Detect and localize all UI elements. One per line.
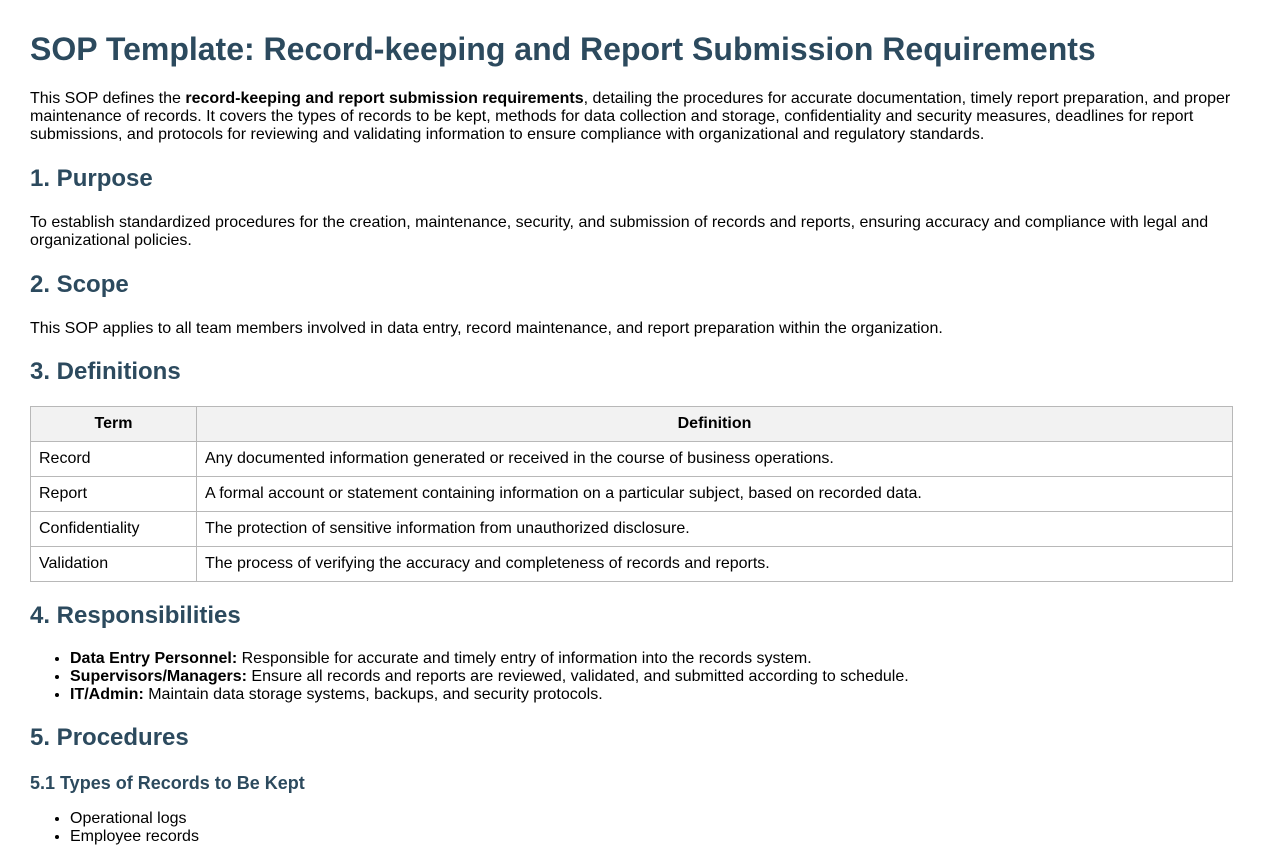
intro-emphasis: record-keeping and report submission requirements — [185, 90, 584, 107]
intro-paragraph — [30, 90, 1233, 144]
intro-text-end: , detailing the procedures for accurate documentation, timely report preparation, and proper maintenance of records. It covers the types of records to be kept, methods for data collection and storage, confidentiality and security measures, deadlines for report submissions, and protocols for reviewing and validating information to ensure compliance with organizational and regulatory standards. — [30, 90, 1231, 143]
role-label: Data Entry Personnel: — [70, 650, 238, 667]
term-cell: Record — [31, 442, 197, 477]
document-content — [30, 0, 1233, 846]
purpose-heading: 1. Purpose — [30, 165, 153, 192]
definition-cell: The process of verifying the accuracy and completeness of records and reports. — [197, 547, 1233, 582]
column-header-term: Term — [31, 407, 197, 442]
table-row — [31, 547, 1233, 582]
record-types-list — [30, 810, 1233, 846]
intro-text-start: This SOP defines the — [30, 90, 186, 107]
procedures-heading: 5. Procedures — [30, 724, 189, 751]
term-cell: Validation — [31, 547, 197, 582]
definitions-header-row — [31, 407, 1233, 442]
term-cell: Report — [31, 477, 197, 512]
list-item — [70, 668, 1233, 686]
scope-text: This SOP applies to all team members involved in data entry, record maintenance, and report preparation within the organization. — [30, 320, 943, 337]
table-row — [31, 477, 1233, 512]
responsibilities-heading: 4. Responsibilities — [30, 602, 241, 629]
role-description: Ensure all records and reports are reviewed, validated, and submitted according to schedule. — [246, 668, 909, 685]
scope-heading: 2. Scope — [30, 271, 129, 298]
record-types-heading: 5.1 Types of Records to Be Kept — [30, 773, 305, 793]
responsibilities-list — [30, 650, 1233, 704]
definition-cell: A formal account or statement containing information on a particular subject, based on recorded data. — [197, 477, 1233, 512]
role-description: Responsible for accurate and timely entry of information into the records system. — [237, 650, 812, 667]
purpose-text: To establish standardized procedures for the creation, maintenance, security, and submission of records and reports, ensuring accuracy and compliance with legal and organizational policies. — [30, 214, 1209, 249]
definition-cell: The protection of sensitive information from unauthorized disclosure. — [197, 512, 1233, 547]
list-item: • Operational logs — [70, 810, 1233, 828]
definitions-heading: 3. Definitions — [30, 358, 181, 385]
table-row — [31, 442, 1233, 477]
definitions-table — [30, 406, 1233, 582]
column-header-definition: Definition — [197, 407, 1233, 442]
role-label: Supervisors/Managers: — [70, 668, 247, 685]
list-item — [70, 686, 1233, 704]
definition-cell: Any documented information generated or received in the course of business operations. — [197, 442, 1233, 477]
term-cell: Confidentiality — [31, 512, 197, 547]
role-description: Maintain data storage systems, backups, and security protocols. — [143, 686, 603, 703]
table-row — [31, 512, 1233, 547]
role-label: IT/Admin: — [70, 686, 144, 703]
list-item: • Employee records — [70, 828, 1233, 846]
list-item — [70, 650, 1233, 668]
page-title: SOP Template: Record-keeping and Report Submission Requirements — [30, 31, 1096, 67]
